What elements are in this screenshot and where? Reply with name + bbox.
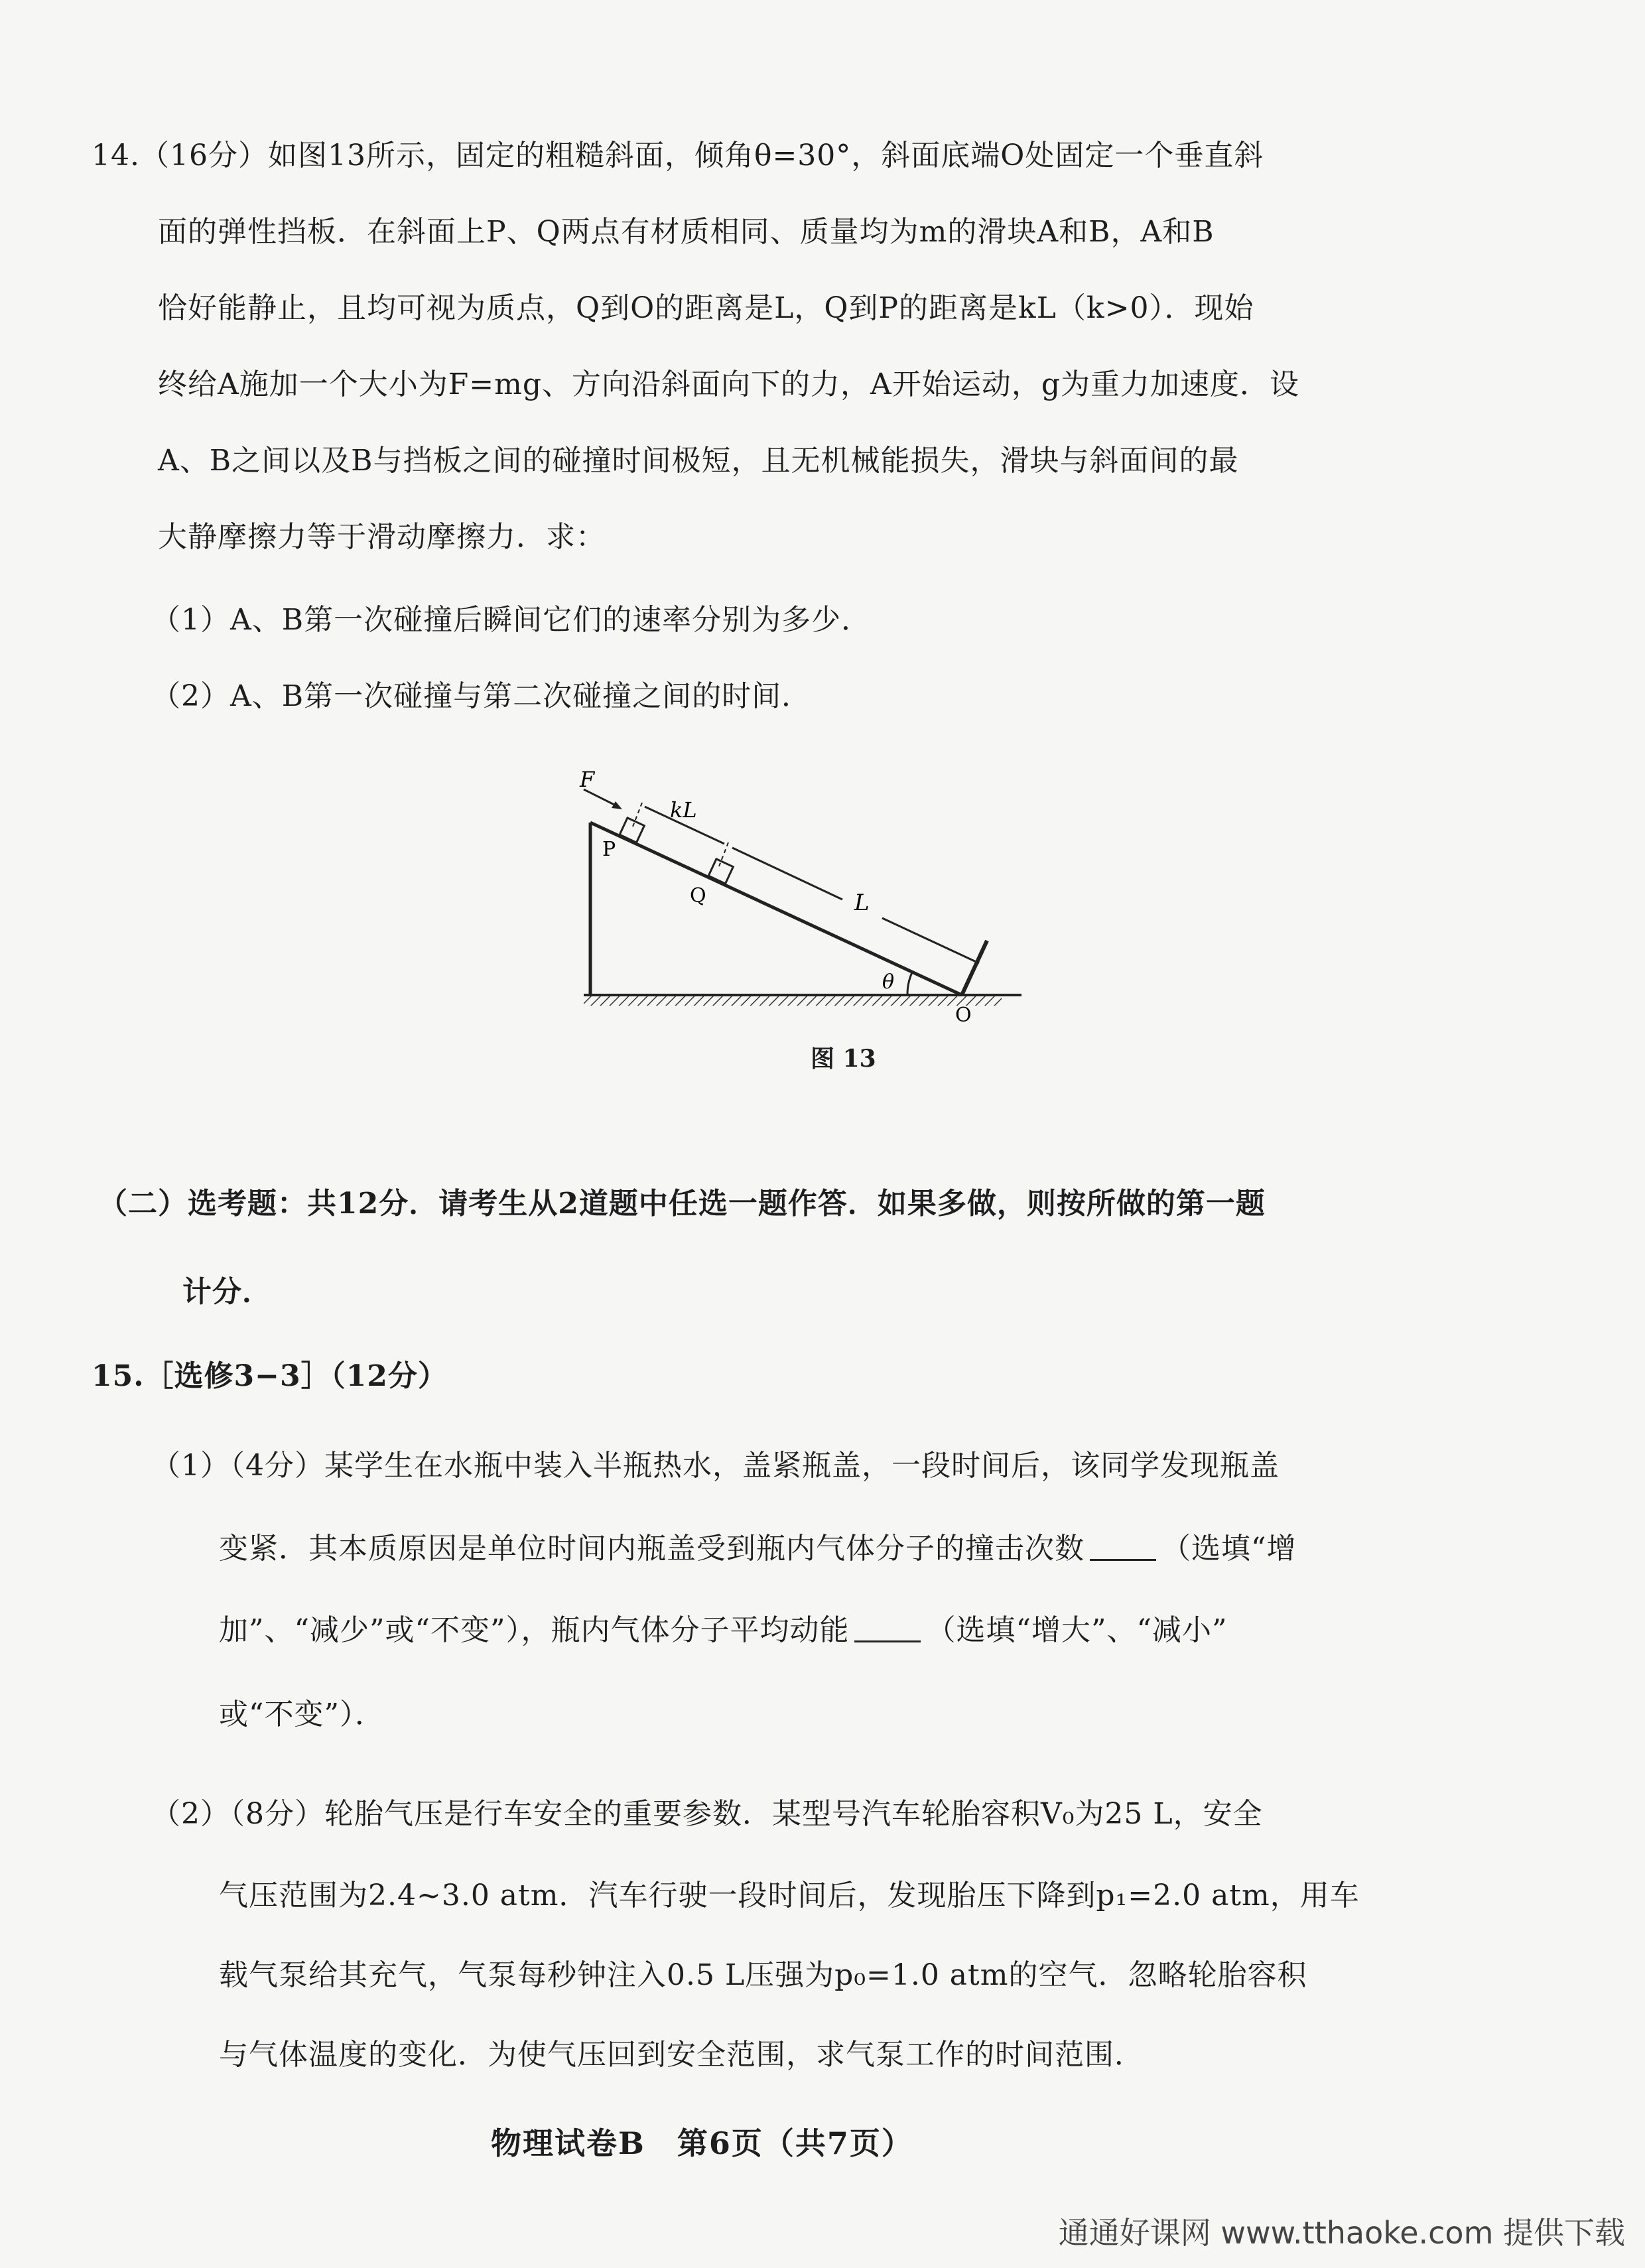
label-kl: kL [670,797,697,823]
elastic-barrier [962,941,987,995]
q14-line-2: 面的弹性挡板．在斜面上P、Q两点有材质相同、质量均为m的滑块A和B，A和B [158,215,1215,249]
figure-caption: 图 13 [811,1045,876,1073]
incline-diagram [570,763,1035,1041]
q15-part1-line-2-text-a: 变紧．其本质原因是单位时间内瓶盖受到瓶内气体分子的撞击次数 [219,1532,1085,1566]
q14-line-1: 14.（16分）如图13所示，固定的粗糙斜面，倾角θ=30°，斜面底端O处固定一个垂直斜 [92,139,1264,172]
force-arrowhead [612,801,622,809]
answer-blank-1[interactable] [1090,1532,1156,1561]
label-o: O [955,1004,972,1027]
q14-line-6: 大静摩擦力等于滑动摩擦力．求： [158,520,606,554]
section2-line-2: 计分． [182,1275,272,1309]
q15-part1-line-2 [219,1529,1297,1569]
q15-part2-line-2: 气压范围为2.4~3.0 atm．汽车行驶一段时间后，发现胎压下降到p₁=2.0 atm，用车 [219,1879,1360,1912]
q14-line-4: 终给A施加一个大小为F=mg、方向沿斜面向下的力，A开始运动，g为重力加速度．设 [158,367,1299,401]
incline-surface [590,823,962,995]
ground-hatch [584,996,1002,1006]
q14-subquestion-1: （1）A、B第一次碰撞后瞬间它们的速率分别为多少． [151,603,872,637]
answer-blank-2[interactable] [854,1614,921,1642]
label-p: P [602,838,616,861]
q14-subquestion-2: （2）A、B第一次碰撞与第二次碰撞之间的时间． [151,679,812,713]
angle-arc [907,972,912,995]
label-l: L [854,890,870,916]
page-footer: 物理试卷B 第6页（共7页） [491,2125,913,2161]
q14-line-5: A、B之间以及B与挡板之间的碰撞时间极短，且无机械能损失，滑块与斜面间的最 [158,444,1239,478]
q15-part2-line-4: 与气体温度的变化．为使气压回到安全范围，求气泵工作的时间范围． [219,2038,1144,2072]
q15-part1-line-3-text-a: 加”、“减少”或“不变”），瓶内气体分子平均动能 [219,1613,850,1647]
q15-part1-line-3-text-b: （选填“增大”、“减小” [926,1613,1228,1647]
q15-part1-line-1: （1）（4分）某学生在水瓶中装入半瓶热水，盖紧瓶盖，一段时间后，该同学发现瓶盖 [151,1449,1280,1483]
l-dimension-upper [732,848,842,900]
l-dimension-lower [882,918,979,963]
q15-part1-line-2-text-b: （选填“增 [1161,1532,1297,1566]
q15-part1-line-4: 或“不变”）． [219,1698,385,1731]
label-f: F [580,767,595,792]
label-q: Q [690,884,706,907]
q15-part2-line-1: （2）（8分）轮胎气压是行车安全的重要参数．某型号汽车轮胎容积V₀为25 L，安全 [151,1797,1263,1831]
section2-line-1: （二）选考题：共12分．请考生从2道题中任选一题作答．如果多做，则按所做的第一题 [98,1187,1266,1221]
q14-line-3: 恰好能静止，且均可视为质点，Q到O的距离是L，Q到P的距离是kL（k>0）．现始 [158,291,1254,325]
q15-part2-line-3: 载气泵给其充气，气泵每秒钟注入0.5 L压强为p₀=1.0 atm的空气．忽略轮胎容积 [219,1958,1307,1992]
label-theta: θ [882,970,895,994]
watermark-text: 通通好课网 www.tthaoke.com 提供下载 [1058,2215,1625,2251]
q15-header: 15.［选修3−3］（12分） [92,1359,448,1393]
q15-part1-line-3 [219,1611,1227,1650]
